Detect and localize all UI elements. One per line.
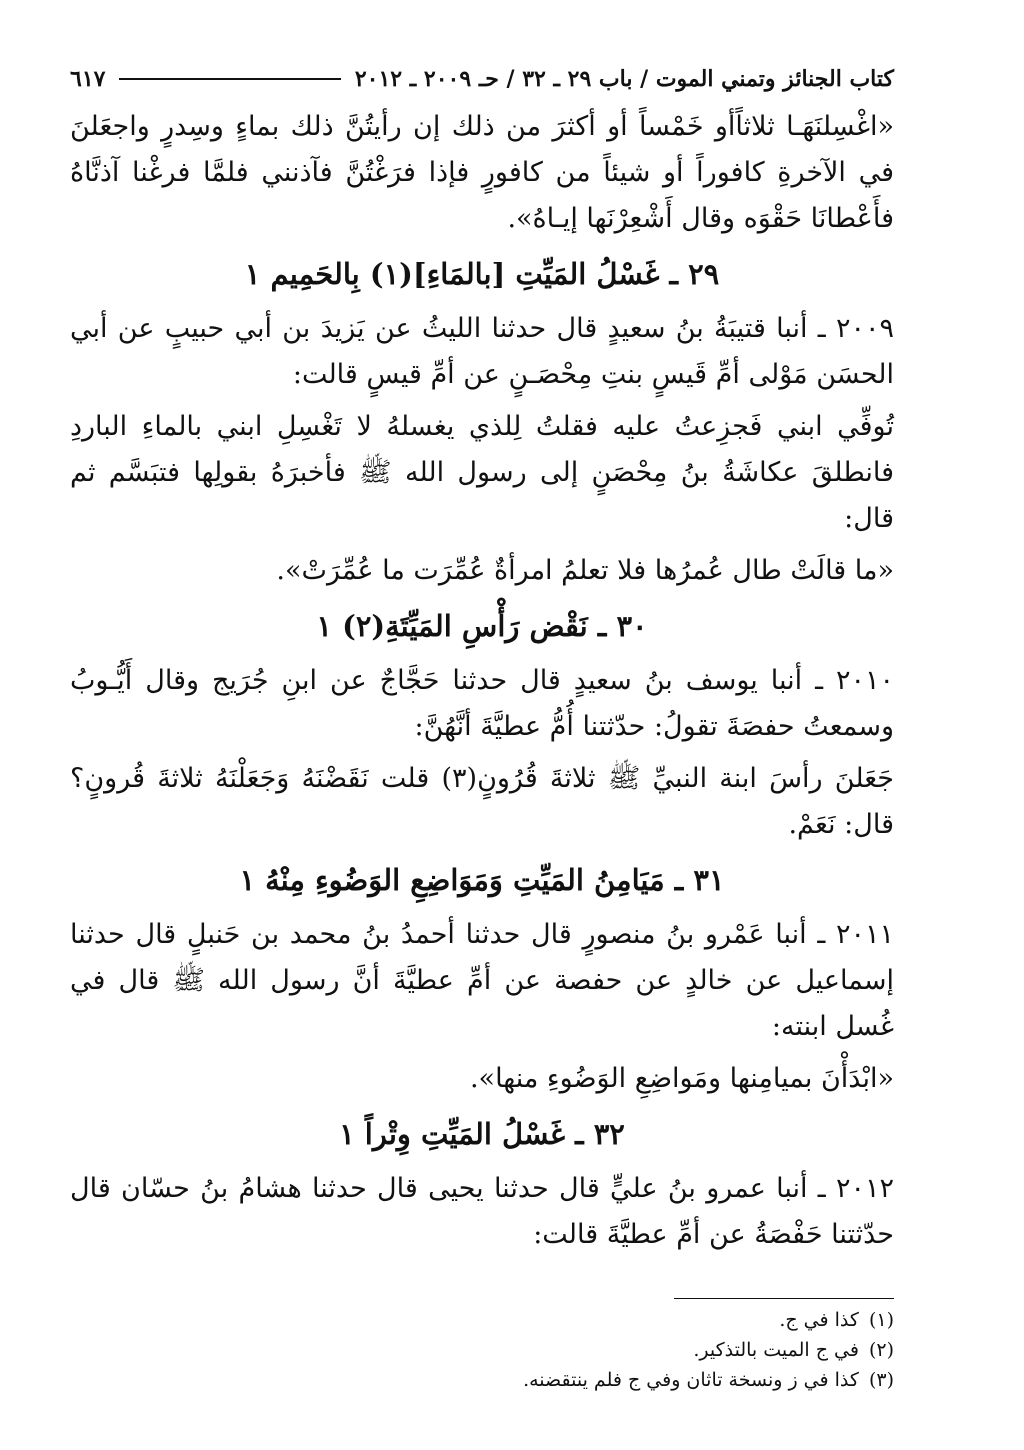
text-paragraph: «اغْسِلنَهَـا ثلاثاًأو خَمْساً أو أكثرَ من ذلك إن رأيتُنَّ ذلك بماءٍ وسِدرٍ واجعَلنَ في الآخرةِ كافوراً أو شيئاً من كافورٍ فإذا فرَغْتُنَّ فآذنني فلمَّا فرغْنا آذنَّاهُ فأَعْطانَا حَقْوَه وقال أَشْعِرْنَها إيـاهُ». <box>70 111 894 234</box>
text-paragraph: «ابْدَأْنَ بميامِنها ومَواضِعِ الوَضُوءِ منها». <box>469 1063 894 1094</box>
section-heading: ٢٩ ـ غَسْلُ المَيِّتِ [بالمَاءِ](١) بِالحَمِيم ١ <box>244 257 720 291</box>
running-header <box>70 60 894 98</box>
hadith-chain: ٢٠٠٩ ـ أنبا قتيبَةُ بنُ سعيدٍ قال حدثنا الليثُ عن يَزيدَ بن أبي حبيبٍ عن أبي الحسَن مَوْلى أمِّ قَيسٍ بنتِ مِحْصَـنٍ عن أمِّ قيسٍ قالت: <box>70 313 894 390</box>
footnote-rule <box>674 1298 894 1299</box>
footnote-number: (١) <box>868 1309 894 1331</box>
header-rule <box>119 78 340 80</box>
footnote-text: في ج الميت بالتذكير. <box>693 1339 859 1361</box>
header-title: كتاب الجنائز وتمني الموت / باب ٢٩ ـ ٣٢ / حـ ٢٠٠٩ ـ ٢٠١٢ <box>354 66 894 92</box>
section-heading: ٣١ ـ مَيَامِنُ المَيِّتِ وَمَوَاضِعِ الوَضُوءِ مِنْهُ ١ <box>239 863 725 897</box>
section-heading: ٣٢ ـ غَسْلُ المَيِّتِ وِتْراً ١ <box>339 1117 625 1151</box>
footnote-text: كذا في ج. <box>779 1309 859 1331</box>
footnote <box>70 1305 894 1335</box>
hadith-chain: ٢٠١١ ـ أنبا عَمْرو بنُ منصورٍ قال حدثنا أحمدُ بنُ محمد بن حَنبلٍ قال حدثنا إسماعيل عن خالدٍ عن حفصة عن أمِّ عطيَّةَ أنَّ رسول الله ﷺ قال في غُسل ابنته: <box>70 919 894 1042</box>
hadith-chain: ٢٠١٠ ـ أنبا يوسف بنُ سعيدٍ قال حدثنا حَجَّاجٌ عن ابنِ جُرَيج وقال أَيُّـوبُ وسمعتُ حفصَةَ تقولُ: حدّثتنا أُمُّ عطيَّةَ أنَّهُنَّ: <box>70 665 894 742</box>
footnotes <box>70 1305 894 1395</box>
text-paragraph: تُوفِّي ابني فَجزِعتُ عليه فقلتُ لِلذي يغسلهُ لا تَغْسِلِ ابني بالماءِ الباردِ فانطلقَ عكاشَةُ بنُ مِحْصَنٍ إلى رسول الله ﷺ فأخبرَهُ بقولِها فتبَسَّم ثم قال: <box>70 411 894 534</box>
hadith-chain: ٢٠١٢ ـ أنبا عمرو بنُ عليٍّ قال حدثنا يحيى قال حدثنا هشامُ بنُ حسّان قال حدّثتنا حَفْصَةُ عن أمِّ عطيَّةَ قالت: <box>70 1173 894 1250</box>
page-body <box>70 104 894 1258</box>
section-heading: ٣٠ ـ نَقْض رَأْسِ المَيِّتَةِ(٢) ١ <box>316 609 648 643</box>
text-paragraph: «ما قالَتْ طال عُمرُها فلا تعلمُ امرأةٌ عُمِّرَت ما عُمِّرَتْ». <box>276 555 894 586</box>
footnote-number: (٢) <box>868 1339 894 1361</box>
page-number: ٦١٧ <box>70 66 106 92</box>
footnote <box>70 1335 894 1365</box>
text-paragraph: جَعَلنَ رأسَ ابنة النبيِّ ﷺ ثلاثةَ قُرُونٍ(٣) قلت نَقَضْنَهُ وَجَعَلْنَهُ ثلاثةَ قُرونٍ؟ قال: نَعَمْ. <box>70 763 895 840</box>
footnote <box>70 1365 894 1395</box>
footnote-number: (٣) <box>868 1369 894 1391</box>
book-page <box>70 60 894 1395</box>
footnote-text: كذا في ز ونسخة تاثان وفي ج فلم ينتقضنه. <box>523 1369 859 1391</box>
